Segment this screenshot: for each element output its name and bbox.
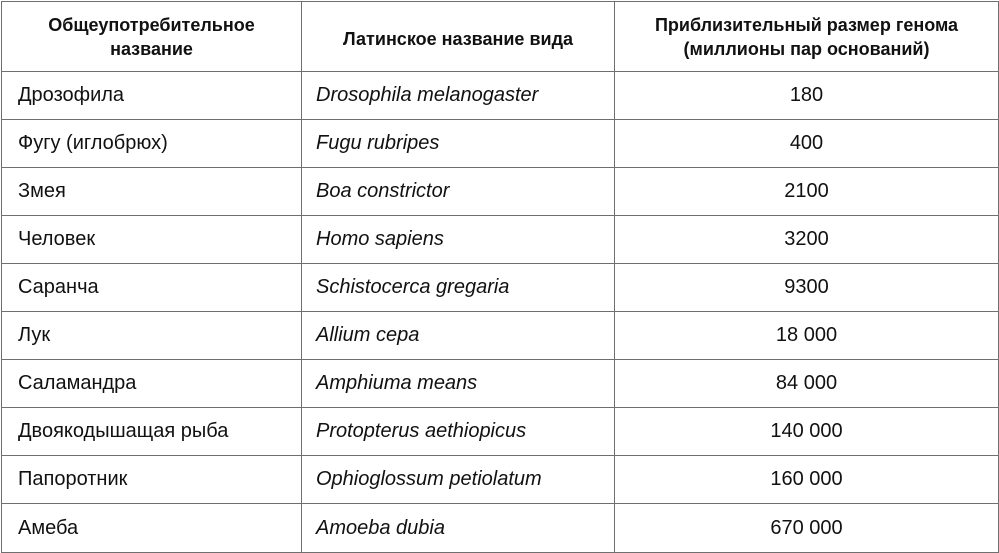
cell-common-name: Лук — [2, 312, 302, 360]
cell-genome-size: 160 000 — [615, 456, 999, 504]
cell-latin-name: Amoeba dubia — [302, 504, 615, 553]
cell-common-name: Саламандра — [2, 360, 302, 408]
table-row — [2, 264, 999, 312]
cell-common-name: Двоякодышащая рыба — [2, 408, 302, 456]
cell-common-name: Человек — [2, 216, 302, 264]
table-row — [2, 504, 999, 553]
cell-latin-name: Drosophila melanogaster — [302, 72, 615, 120]
cell-latin-name: Boa constrictor — [302, 168, 615, 216]
table-header-row — [2, 2, 999, 72]
table-row — [2, 456, 999, 504]
cell-common-name: Папоротник — [2, 456, 302, 504]
cell-common-name: Змея — [2, 168, 302, 216]
cell-genome-size: 140 000 — [615, 408, 999, 456]
cell-genome-size: 2100 — [615, 168, 999, 216]
table-row — [2, 72, 999, 120]
table-row — [2, 360, 999, 408]
cell-genome-size: 400 — [615, 120, 999, 168]
cell-latin-name: Homo sapiens — [302, 216, 615, 264]
header-common-name: Общеупотребительное название — [2, 2, 302, 72]
table-row — [2, 216, 999, 264]
cell-latin-name: Amphiuma means — [302, 360, 615, 408]
cell-genome-size: 18 000 — [615, 312, 999, 360]
cell-genome-size: 180 — [615, 72, 999, 120]
table-row — [2, 120, 999, 168]
cell-latin-name: Protopterus aethiopicus — [302, 408, 615, 456]
cell-genome-size: 9300 — [615, 264, 999, 312]
header-latin-name: Латинское название вида — [302, 2, 615, 72]
cell-common-name: Амеба — [2, 504, 302, 553]
table-row — [2, 168, 999, 216]
cell-common-name: Дрозофила — [2, 72, 302, 120]
cell-genome-size: 3200 — [615, 216, 999, 264]
cell-latin-name: Ophioglossum petiolatum — [302, 456, 615, 504]
cell-latin-name: Schistocerca gregaria — [302, 264, 615, 312]
cell-genome-size: 670 000 — [615, 504, 999, 553]
cell-latin-name: Fugu rubripes — [302, 120, 615, 168]
cell-latin-name: Allium cepa — [302, 312, 615, 360]
cell-common-name: Фугу (иглобрюх) — [2, 120, 302, 168]
table-row — [2, 312, 999, 360]
header-genome-size: Приблизительный размер генома (миллионы пар оснований) — [615, 2, 999, 72]
genome-size-table — [1, 1, 999, 553]
cell-common-name: Саранча — [2, 264, 302, 312]
genome-size-table-container — [1, 1, 998, 551]
table-row — [2, 408, 999, 456]
cell-genome-size: 84 000 — [615, 360, 999, 408]
